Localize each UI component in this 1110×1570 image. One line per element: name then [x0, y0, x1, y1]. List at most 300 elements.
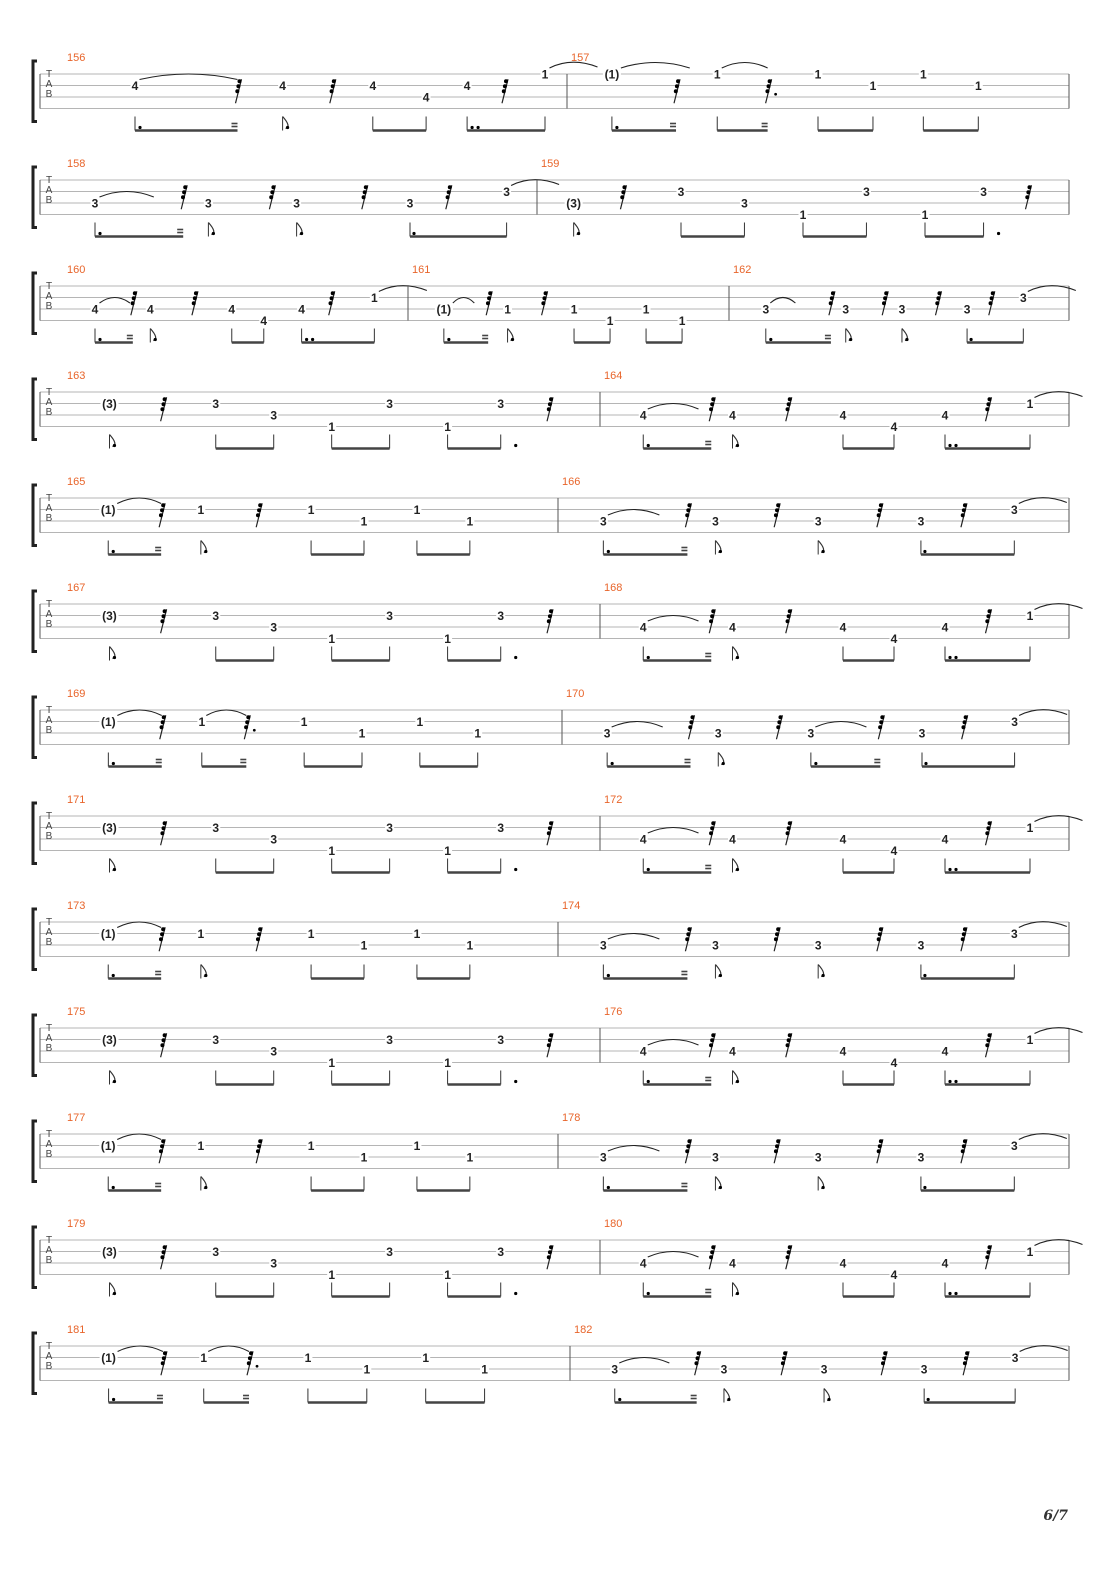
fret-number: 1	[200, 1351, 208, 1365]
tab-clef-letter: A	[45, 79, 53, 90]
fret-number: 1	[416, 715, 424, 729]
tab-clef-letter: T	[45, 1023, 53, 1034]
fret-number: (3)	[102, 1033, 117, 1047]
rest-32nd-dot	[882, 1356, 886, 1360]
rest-32nd-dot	[162, 614, 166, 618]
measure-number: 177	[67, 1112, 86, 1124]
augmentation-dot	[905, 338, 908, 341]
fret-number: 4	[228, 302, 236, 317]
fret-number: 3	[497, 1033, 505, 1047]
fret-number: 1	[300, 715, 308, 729]
fret-number: (3)	[102, 1245, 117, 1259]
rest-32nd-dot	[549, 1245, 553, 1249]
tab-clef-letter: B	[45, 937, 53, 948]
rest-32nd-dot	[160, 932, 164, 936]
fret-number: 1	[197, 503, 205, 517]
system-bracket	[33, 697, 37, 758]
rest-32nd-dot	[674, 89, 678, 93]
rest-32nd-dot	[547, 831, 551, 835]
rest-32nd-dot	[880, 715, 884, 719]
fret-number: 3	[918, 726, 926, 741]
rest-32nd-dot	[685, 1149, 689, 1153]
rest-32nd-dot	[162, 715, 166, 719]
tie-arc	[1035, 816, 1083, 822]
tab-clef-letter: T	[45, 1341, 53, 1352]
fret-number: 1	[360, 1150, 368, 1165]
rest-32nd-dot	[776, 927, 780, 931]
tie-arc	[608, 510, 660, 516]
rest-32nd-dot	[160, 831, 164, 835]
rest-32nd-dot	[448, 185, 452, 189]
fret-number: 4	[146, 302, 154, 317]
rest-32nd-dot	[235, 89, 239, 93]
measure-number: 170	[566, 688, 585, 700]
tab-clef-letter: A	[45, 1351, 53, 1362]
rest-32nd-dot	[160, 1043, 164, 1047]
rest-32nd-dot	[547, 1255, 551, 1259]
augmentation-dot	[305, 338, 308, 341]
rest-32nd-dot	[182, 190, 186, 194]
rest-32nd-dot	[787, 1038, 791, 1042]
rest-32nd-dot	[486, 301, 490, 305]
tie-arc	[117, 710, 161, 716]
rest-32nd-dot	[162, 1038, 166, 1042]
measure-number: 171	[67, 794, 86, 806]
augmentation-dot	[948, 656, 951, 659]
rest-32nd-dot	[163, 397, 167, 401]
augmentation-dot	[477, 126, 480, 129]
fret-number: 3	[762, 302, 770, 317]
rest-32nd-dot	[961, 725, 965, 729]
augmentation-dot	[514, 868, 517, 871]
fret-number: 3	[714, 726, 722, 741]
fret-number: 3	[270, 1256, 278, 1271]
measure-number: 174	[562, 900, 581, 912]
rest-32nd-dot	[783, 1351, 787, 1355]
rest-32nd-dot	[330, 296, 334, 300]
rest-32nd-dot	[936, 296, 940, 300]
tab-clef-letter: B	[45, 1361, 53, 1372]
tie-arc	[648, 1252, 699, 1258]
rest-32nd-dot	[446, 195, 450, 199]
page-number: 6/7	[1043, 1508, 1068, 1524]
fret-number: 4	[729, 408, 736, 423]
rest-32nd-dot	[549, 397, 553, 401]
fret-number: 1	[444, 1056, 451, 1070]
rest-32nd-dot	[787, 826, 791, 830]
measure-number: 156	[67, 52, 86, 64]
rest-32nd-dot	[162, 402, 166, 406]
rest-32nd-dot	[878, 508, 882, 512]
fret-number: 1	[1026, 609, 1034, 623]
tab-clef-letter: T	[45, 69, 53, 80]
tie-arc	[648, 616, 699, 622]
fret-number: 4	[639, 620, 647, 635]
augmentation-dot	[822, 1186, 825, 1189]
rest-32nd-dot	[685, 937, 689, 941]
fret-number: 4	[260, 314, 268, 328]
rest-32nd-dot	[986, 614, 990, 618]
rest-32nd-dot	[549, 609, 553, 613]
rest-32nd-dot	[965, 1351, 969, 1355]
rest-32nd-dot	[710, 614, 714, 618]
rest-32nd-dot	[831, 291, 835, 295]
augmentation-dot	[112, 1186, 115, 1189]
fret-number: 3	[863, 185, 870, 199]
tab-clef-letter: T	[45, 1129, 53, 1140]
tab-system	[33, 1006, 1083, 1085]
rest-32nd-dot	[774, 513, 778, 517]
rest-32nd-dot	[163, 609, 167, 613]
tie-arc	[117, 498, 161, 504]
tie-arc	[612, 722, 663, 728]
rest-32nd-dot	[257, 508, 261, 512]
augmentation-dot	[948, 444, 951, 447]
rest-32nd-dot	[160, 619, 164, 623]
fret-number: 1	[444, 1268, 451, 1282]
fret-number: 3	[600, 514, 607, 529]
rest-32nd-dot	[1025, 195, 1029, 199]
fret-number: 1	[869, 79, 877, 93]
fret-number: 1	[371, 291, 378, 305]
rest-32nd-dot	[710, 1250, 714, 1254]
rest-32nd-dot	[697, 1351, 701, 1355]
rest-32nd-dot	[183, 185, 187, 189]
tab-system	[33, 1324, 1069, 1403]
rest-32nd-dot	[988, 1033, 992, 1037]
rest-32nd-dot	[258, 1139, 262, 1143]
fret-number: 4	[941, 620, 949, 635]
tab-clef-letter: A	[45, 185, 53, 196]
rest-32nd-dot	[548, 1250, 552, 1254]
rest-32nd-dot	[541, 301, 545, 305]
fret-number: 1	[197, 927, 205, 941]
tie-arc	[1020, 1346, 1068, 1352]
rest-32nd-dot	[256, 513, 260, 517]
tie-arc	[1035, 1240, 1083, 1246]
tie-arc	[770, 298, 795, 304]
rest-32nd-dot	[547, 1043, 551, 1047]
rest-32nd-dot	[547, 407, 551, 411]
rest-32nd-dot	[963, 1139, 967, 1143]
rest-32nd-dot	[504, 79, 508, 83]
tab-system	[33, 794, 1083, 873]
tie-arc	[379, 286, 427, 292]
rest-32nd-dot	[163, 821, 167, 825]
rest-32nd-dot	[882, 301, 886, 305]
rest-32nd-dot	[774, 1149, 778, 1153]
augmentation-dot	[647, 1080, 650, 1083]
rest-32nd-dot	[778, 715, 782, 719]
rest-32nd-dot	[238, 79, 242, 83]
rest-32nd-dot	[331, 291, 335, 295]
rest-32nd-dot	[687, 1139, 691, 1143]
augmentation-dot	[969, 338, 972, 341]
tab-system	[33, 582, 1083, 661]
augmentation-dot	[112, 1398, 115, 1401]
fret-number: (1)	[100, 1139, 116, 1153]
tie-arc	[1035, 392, 1083, 398]
augmentation-dot	[256, 1365, 259, 1368]
fret-number: 4	[890, 1268, 898, 1282]
augmentation-dot	[212, 232, 215, 235]
fret-number: 3	[920, 1362, 928, 1377]
tab-system	[33, 158, 1069, 237]
augmentation-dot	[447, 338, 450, 341]
augmentation-dot	[112, 550, 115, 553]
fret-number: 4	[463, 79, 471, 93]
rest-32nd-dot	[160, 407, 164, 411]
augmentation-dot	[997, 232, 1000, 235]
fret-number: 4	[941, 832, 949, 847]
fret-number: 1	[466, 514, 474, 529]
fret-number: 1	[363, 1362, 371, 1377]
fret-number: 4	[131, 79, 139, 93]
rest-32nd-dot	[768, 79, 772, 83]
tie-arc	[100, 298, 130, 304]
rest-32nd-dot	[194, 291, 198, 295]
tie-arc	[619, 1358, 669, 1364]
rest-32nd-dot	[879, 1139, 883, 1143]
rest-32nd-dot	[878, 725, 882, 729]
augmentation-dot	[927, 1398, 930, 1401]
tie-arc	[117, 922, 161, 928]
measure-number: 182	[574, 1324, 593, 1336]
rest-32nd-dot	[622, 185, 626, 189]
fret-number: 4	[422, 90, 430, 105]
augmentation-dot	[511, 338, 514, 341]
measure-number: 159	[541, 158, 560, 170]
rest-32nd-dot	[711, 1033, 715, 1037]
fret-number: (1)	[101, 1351, 116, 1365]
rest-32nd-dot	[686, 1144, 690, 1148]
rest-32nd-dot	[881, 1361, 885, 1365]
augmentation-dot	[954, 1292, 957, 1295]
augmentation-dot	[113, 656, 116, 659]
rest-32nd-dot	[163, 1351, 167, 1355]
tie-arc	[1019, 498, 1067, 504]
fret-number: 3	[386, 1245, 393, 1259]
fret-number: 3	[497, 609, 505, 623]
rest-32nd-dot	[549, 821, 553, 825]
augmentation-dot	[736, 444, 739, 447]
fret-number: 3	[497, 1245, 505, 1259]
rest-32nd-dot	[709, 1043, 713, 1047]
tab-clef-letter: B	[45, 1255, 53, 1266]
rest-32nd-dot	[710, 402, 714, 406]
augmentation-dot	[138, 126, 141, 129]
rest-32nd-dot	[248, 1356, 252, 1360]
fret-number: 1	[570, 302, 578, 317]
rest-32nd-dot	[159, 1149, 163, 1153]
measure-number: 166	[562, 476, 581, 488]
rest-32nd-dot	[767, 84, 771, 88]
rest-32nd-dot	[181, 195, 185, 199]
fret-number: 3	[720, 1362, 728, 1377]
rest-32nd-dot	[257, 1144, 261, 1148]
system-bracket	[33, 273, 37, 334]
fret-number: 4	[890, 1056, 898, 1070]
tab-clef-letter: T	[45, 281, 53, 292]
tab-clef-letter: T	[45, 599, 53, 610]
fret-number: 1	[466, 1150, 474, 1165]
rest-32nd-dot	[962, 508, 966, 512]
fret-number: 3	[503, 185, 510, 199]
tab-clef-letter: A	[45, 821, 53, 832]
fret-number: 4	[369, 79, 377, 93]
rest-32nd-dot	[787, 614, 791, 618]
fret-number: 4	[298, 302, 305, 317]
rest-32nd-dot	[782, 1356, 786, 1360]
augmentation-dot	[204, 1186, 207, 1189]
fret-number: 3	[212, 1245, 220, 1259]
fret-number: (3)	[566, 196, 581, 211]
fret-number: 4	[941, 1256, 949, 1271]
rest-32nd-dot	[161, 503, 165, 507]
rest-32nd-dot	[363, 190, 367, 194]
fret-number: 4	[941, 1044, 949, 1059]
fret-number: 3	[212, 397, 220, 411]
fret-number: (1)	[604, 67, 620, 82]
augmentation-dot	[113, 1292, 116, 1295]
rest-32nd-dot	[675, 84, 679, 88]
fret-number: 3	[814, 938, 822, 953]
fret-number: 1	[504, 302, 511, 317]
system-bracket	[33, 1227, 37, 1288]
tab-clef-letter: B	[45, 1149, 53, 1160]
rest-32nd-dot	[160, 1144, 164, 1148]
fret-number: 3	[677, 185, 685, 199]
measure-number: 179	[67, 1218, 86, 1230]
fret-number: 1	[198, 715, 206, 729]
fret-number: 1	[1026, 1033, 1034, 1047]
rest-32nd-dot	[964, 715, 968, 719]
fret-number: 1	[358, 726, 366, 741]
system-bracket	[33, 61, 37, 122]
rest-32nd-dot	[161, 927, 165, 931]
measure-number: 172	[604, 794, 623, 806]
tie-arc	[1019, 710, 1067, 716]
fret-number: 3	[712, 938, 719, 953]
rest-32nd-dot	[1026, 190, 1030, 194]
measure-number: 169	[67, 688, 86, 700]
fret-number: 1	[444, 632, 451, 646]
augmentation-dot	[113, 444, 116, 447]
rest-32nd-dot	[877, 937, 881, 941]
augmentation-dot	[647, 1292, 650, 1295]
augmentation-dot	[719, 974, 722, 977]
rest-32nd-dot	[786, 407, 790, 411]
rest-32nd-dot	[161, 1361, 165, 1365]
rest-32nd-dot	[690, 715, 694, 719]
fret-number: 3	[820, 1362, 828, 1377]
rest-32nd-dot	[162, 1250, 166, 1254]
tie-arc	[648, 828, 699, 834]
rest-32nd-dot	[160, 508, 164, 512]
fret-number: 1	[197, 1139, 205, 1153]
augmentation-dot	[154, 338, 157, 341]
augmentation-dot	[112, 762, 115, 765]
rest-32nd-dot	[159, 937, 163, 941]
fret-number: 1	[328, 1056, 336, 1070]
rest-32nd-dot	[244, 725, 248, 729]
tie-arc	[1035, 604, 1083, 610]
tab-clef-letter: B	[45, 513, 53, 524]
fret-number: 3	[1010, 927, 1018, 941]
fret-number: 3	[917, 1150, 925, 1165]
tie-arc	[511, 180, 559, 186]
fret-number: (3)	[102, 821, 117, 835]
rest-32nd-dot	[256, 1149, 260, 1153]
tie-arc	[208, 1346, 249, 1352]
rest-32nd-dot	[985, 831, 989, 835]
tab-clef-letter: A	[45, 927, 53, 938]
fret-number: 3	[842, 302, 850, 317]
fret-number: 4	[839, 408, 847, 423]
fret-number: (1)	[436, 302, 452, 317]
rest-32nd-dot	[620, 195, 624, 199]
rest-32nd-dot	[686, 508, 690, 512]
rest-32nd-dot	[542, 296, 546, 300]
rest-32nd-dot	[258, 927, 262, 931]
augmentation-dot	[923, 974, 926, 977]
measure-number: 176	[604, 1006, 623, 1018]
rest-32nd-dot	[776, 1139, 780, 1143]
fret-number: 4	[279, 79, 286, 93]
rest-32nd-dot	[781, 1361, 785, 1365]
system-bracket	[33, 591, 37, 652]
fret-number: 3	[917, 514, 925, 529]
augmentation-dot	[98, 338, 101, 341]
augmentation-dot	[827, 1398, 830, 1401]
rest-32nd-dot	[988, 821, 992, 825]
rest-32nd-dot	[877, 513, 881, 517]
augmentation-dot	[948, 868, 951, 871]
tab-system	[33, 370, 1083, 449]
rest-32nd-dot	[991, 291, 995, 295]
system-bracket	[33, 909, 37, 970]
rest-32nd-dot	[786, 1255, 790, 1259]
tab-system	[33, 688, 1069, 767]
fret-number: 1	[919, 67, 927, 82]
augmentation-dot	[113, 868, 116, 871]
rest-32nd-dot	[160, 725, 164, 729]
augmentation-dot	[849, 338, 852, 341]
tab-clef-letter: A	[45, 1033, 53, 1044]
augmentation-dot	[514, 1292, 517, 1295]
fret-number: 3	[386, 821, 393, 835]
rest-32nd-dot	[963, 503, 967, 507]
rest-32nd-dot	[332, 79, 336, 83]
fret-number: 1	[541, 67, 549, 82]
augmentation-dot	[253, 729, 256, 732]
rest-32nd-dot	[765, 89, 769, 93]
fret-number: 4	[729, 832, 736, 847]
fret-number: 3	[963, 302, 971, 317]
fret-number: 1	[814, 67, 822, 82]
rest-32nd-dot	[547, 619, 551, 623]
fret-number: 3	[386, 1033, 393, 1047]
fret-number: (1)	[101, 715, 116, 729]
tie-arc	[140, 74, 238, 80]
rest-32nd-dot	[548, 614, 552, 618]
tab-system	[33, 476, 1069, 555]
rest-32nd-dot	[988, 397, 992, 401]
rest-32nd-dot	[709, 619, 713, 623]
rest-32nd-dot	[162, 826, 166, 830]
fret-number: 4	[941, 408, 949, 423]
fret-number: 1	[307, 1139, 315, 1153]
